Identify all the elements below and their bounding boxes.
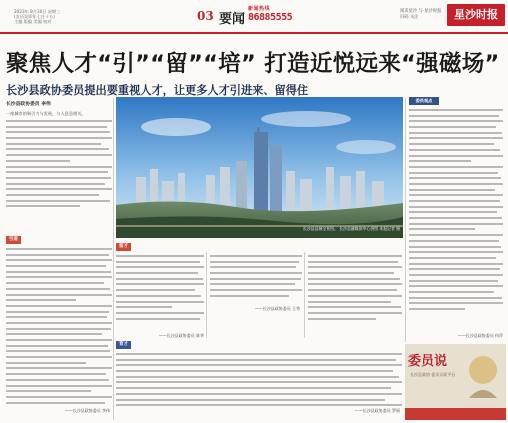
- intro-text-lines: [6, 120, 112, 207]
- retain-column-a: [116, 255, 204, 323]
- section-tag-introduce: 引进: [6, 236, 21, 244]
- tower-right: [270, 145, 282, 217]
- qr-meta: 阅读星沙 与·星沙时报 扫码 关注: [400, 9, 442, 20]
- column-rule: [206, 252, 207, 338]
- column-rule: [113, 98, 114, 420]
- ad-footer: [405, 408, 506, 420]
- ad-subtitle: 长沙县政协 委员议政平台: [410, 372, 456, 377]
- intro-paragraph: 一座城市的吸引力与发展，与人息息相关。: [6, 111, 86, 116]
- retain-column-c: [308, 255, 402, 323]
- cultivate-column: [116, 353, 402, 410]
- photo-caption: 长沙县县城全景图。 长沙县融媒体中心供图 本报记者 摄: [302, 226, 400, 231]
- hotline: [248, 5, 318, 27]
- right-section-tag: 委员观点: [409, 97, 439, 105]
- right-byline: ——长沙县政协委员 何萍: [457, 333, 503, 338]
- page-number: 03: [197, 9, 214, 23]
- section-tag-cultivate: 育才: [116, 341, 131, 349]
- hotline-number: 86885555: [248, 12, 293, 23]
- ad-decoration-icon: [465, 352, 501, 402]
- introduce-column: [6, 248, 112, 407]
- ad-banner: [405, 344, 506, 420]
- byline-3: ——长沙县政协委员 王秀: [254, 306, 300, 311]
- lead-heading: 长沙县政协委员 李伟: [6, 102, 51, 107]
- section-title: 要闻: [219, 12, 246, 27]
- newspaper-logo: 星沙时报: [447, 4, 505, 26]
- city-skyline-photo: [116, 97, 403, 238]
- intro-column: [6, 100, 112, 211]
- hotline-label: 新闻热线: [248, 6, 271, 12]
- date-line: 2023年 8月30日 星期三: [14, 9, 61, 14]
- lunar-date-line: (农历癸卯年七月十五): [14, 14, 55, 19]
- masthead-rule: [0, 32, 508, 34]
- column-rule: [304, 252, 305, 338]
- headline: 聚焦人才“引”“留”“培” 打造近悦远来“强磁场”: [6, 51, 500, 77]
- byline-2: ——长沙县政协委员 陈华: [158, 333, 204, 338]
- column-rule: [405, 98, 406, 342]
- section-tag-retain: 留才: [116, 243, 131, 251]
- tower-left: [254, 132, 268, 217]
- byline-4: ——长沙县政协委员 罗丽: [354, 408, 400, 413]
- byline-1: ——长沙县政协委员 李伟: [64, 408, 110, 413]
- right-column-text: [409, 109, 503, 314]
- subheadline: 长沙县政协委员提出要重视人才，让更多人才引进来、留得住: [6, 84, 309, 97]
- city-image: [116, 97, 403, 238]
- editors-line: 主编 版编 美编 校对: [14, 19, 52, 24]
- retain-column-b: [210, 255, 302, 301]
- ad-title: 委员说: [408, 354, 448, 369]
